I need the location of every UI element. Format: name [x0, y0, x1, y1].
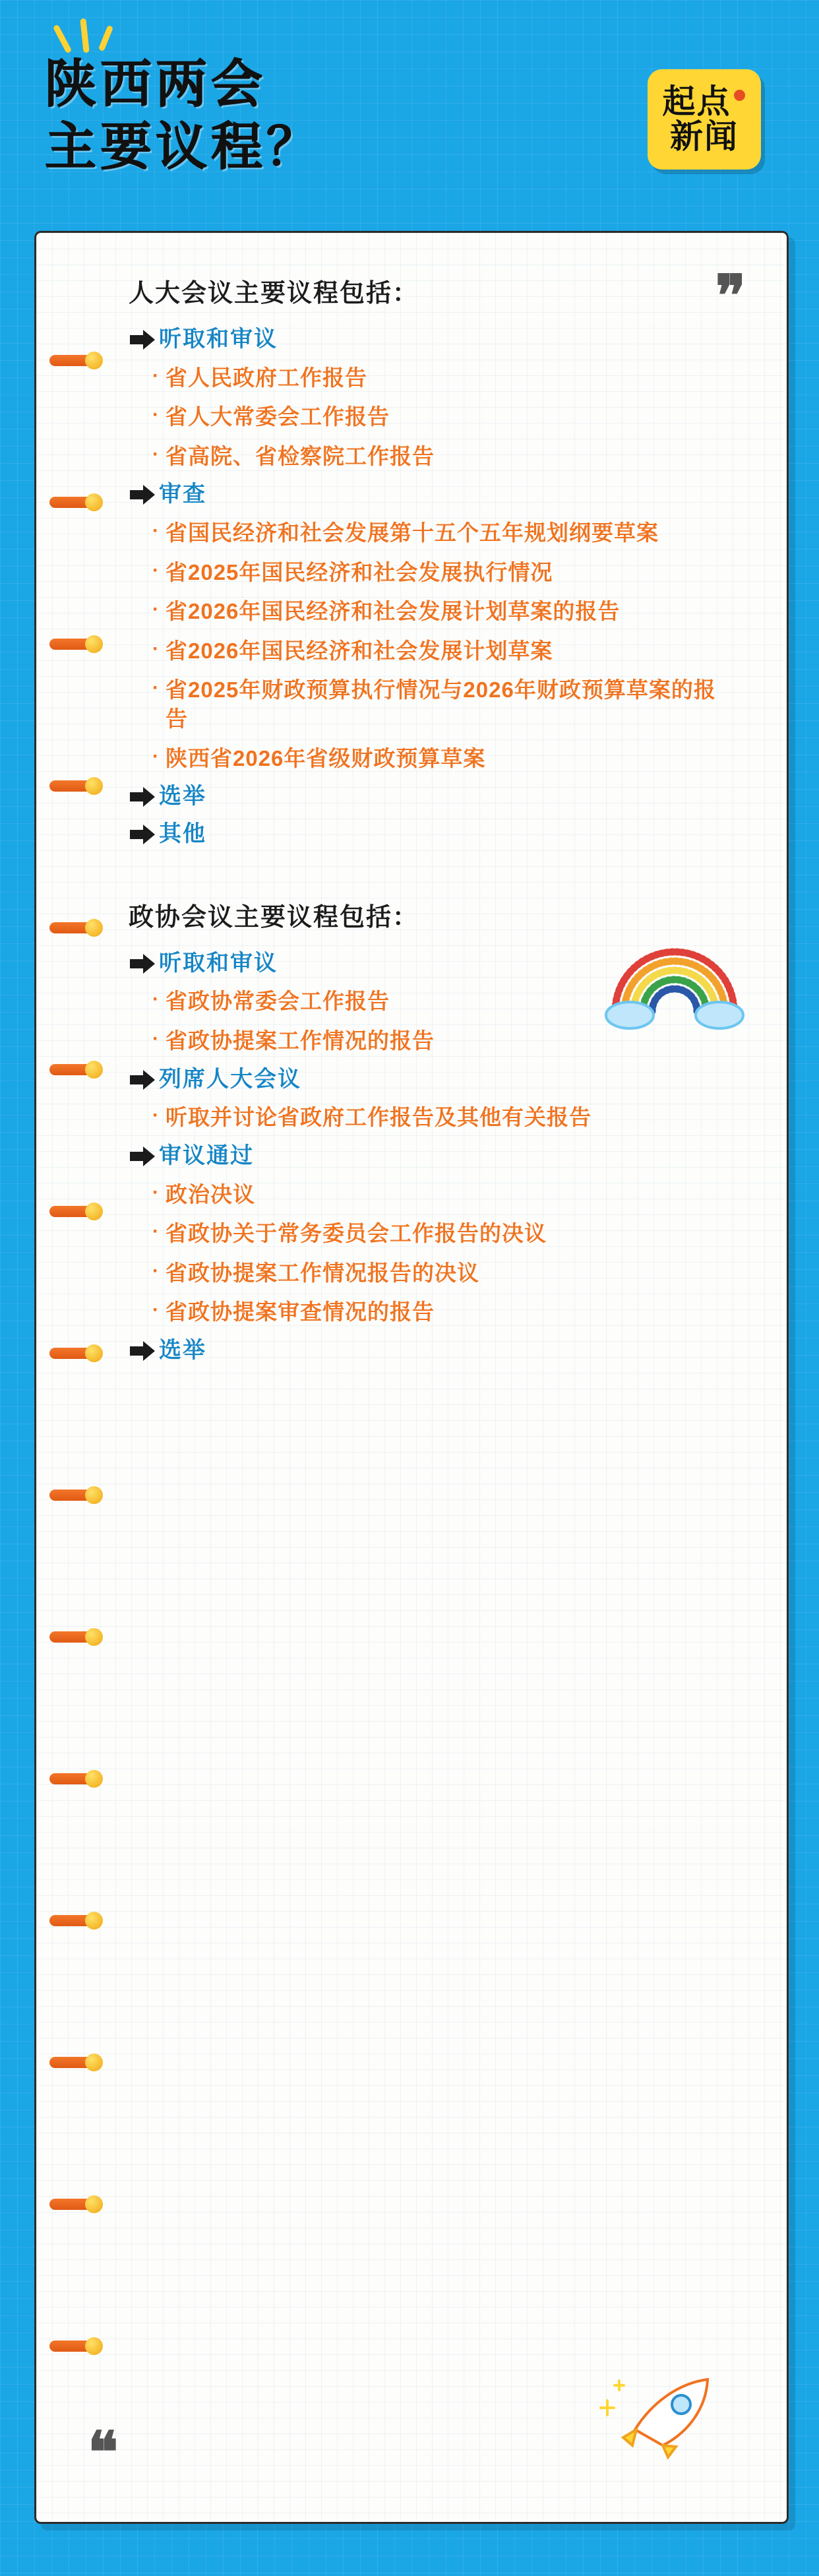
- binder-ring: [43, 2337, 106, 2354]
- binder-ring: [43, 1912, 106, 1929]
- section-title: 政协会议主要议程包括：: [129, 903, 419, 931]
- agenda-group: [129, 1066, 742, 1093]
- logo-line-2: 新闻: [670, 118, 739, 155]
- bullet-icon: ·: [152, 1104, 159, 1127]
- agenda-item-text: 省2025年财政预算执行情况与2026年财政预算草案的报告: [166, 677, 716, 731]
- agenda-item-text: 省2025年国民经济和社会发展执行情况: [166, 559, 553, 584]
- agenda-item: [129, 597, 742, 626]
- bullet-icon: ·: [152, 364, 159, 387]
- binder-ring: [43, 1203, 106, 1220]
- agenda-content: [129, 272, 742, 1375]
- arrow-right-icon: [129, 481, 159, 506]
- binder-ring: [43, 493, 106, 511]
- bullet-icon: ·: [152, 559, 159, 581]
- arrow-right-icon: [129, 1143, 159, 1168]
- arrow-right-icon: [129, 821, 159, 846]
- binder-ring: [43, 919, 106, 936]
- agenda-group: [129, 821, 742, 848]
- agenda-item: [129, 363, 742, 393]
- bullet-icon: ·: [152, 404, 159, 426]
- binder-ring: [43, 1486, 106, 1503]
- agenda-item: [129, 1103, 742, 1132]
- bullet-icon: ·: [152, 1259, 159, 1282]
- agenda-item-text: 省高院、省检察院工作报告: [166, 443, 435, 468]
- bullet-icon: ·: [152, 1028, 159, 1050]
- agenda-group-label: 选举: [159, 1337, 206, 1363]
- binder-rings: [43, 352, 115, 2463]
- logo-line-1: [663, 85, 746, 119]
- agenda-item-text: 省国民经济和社会发展第十五个五年规划纲要草案: [166, 520, 659, 546]
- agenda-group-label: 列席人大会议: [159, 1066, 301, 1092]
- agenda-item: [129, 518, 742, 548]
- agenda-item-text: 省政协关于常务委员会工作报告的决议: [166, 1221, 547, 1246]
- binder-ring: [43, 1628, 106, 1645]
- agenda-group: [129, 950, 742, 977]
- page-title: [45, 53, 480, 178]
- content-card: [34, 231, 789, 2524]
- arrow-right-icon: [129, 326, 159, 351]
- arrow-right-icon: [129, 783, 159, 808]
- agenda-item: [129, 1259, 742, 1288]
- arrow-right-icon: [129, 1066, 159, 1091]
- brand-logo: [648, 69, 761, 170]
- title-line-2: 主要议程？: [45, 117, 322, 176]
- agenda-item: [129, 1026, 742, 1055]
- binder-ring: [43, 777, 106, 794]
- agenda-item: [129, 1219, 742, 1248]
- bullet-icon: ·: [152, 1299, 159, 1321]
- rocket-icon: [589, 2364, 727, 2463]
- agenda-group: [129, 783, 742, 810]
- binder-ring: [43, 1344, 106, 1362]
- agenda-item-text: 省政协常委会工作报告: [166, 989, 390, 1014]
- quote-mark-bottom-icon: ❝: [88, 2421, 121, 2485]
- agenda-group: [129, 326, 742, 353]
- agenda-item: [129, 744, 742, 773]
- agenda-group-label: 听取和审议: [159, 327, 278, 352]
- arrow-right-icon: [129, 950, 159, 975]
- agenda-item-text: 省2026年国民经济和社会发展计划草案的报告: [166, 599, 621, 624]
- agenda-group: [129, 1337, 742, 1364]
- agenda-item-text: 省政协提案工作情况的报告: [166, 1028, 435, 1053]
- bullet-icon: ·: [152, 745, 159, 767]
- agenda-item-text: 省政协提案工作情况报告的决议: [166, 1260, 479, 1285]
- binder-ring: [43, 635, 106, 652]
- agenda-item: [129, 675, 742, 733]
- binder-ring: [43, 1770, 106, 1787]
- agenda-group: [129, 1143, 742, 1170]
- agenda-item-text: 省政协提案审查情况的报告: [166, 1300, 435, 1325]
- sparkle-icon: [55, 17, 116, 57]
- binder-ring: [43, 2054, 106, 2071]
- arrow-right-icon: [129, 1337, 159, 1362]
- agenda-item-text: 听取并讨论省政府工作报告及其他有关报告: [166, 1105, 592, 1130]
- agenda-item-text: 省人民政府工作报告: [166, 365, 367, 390]
- header: [0, 0, 819, 277]
- bullet-icon: ·: [152, 1181, 159, 1203]
- quote-mark-top-icon: ❞: [715, 265, 748, 328]
- agenda-item-text: 省人大常委会工作报告: [166, 404, 390, 429]
- agenda-item: [129, 1180, 742, 1209]
- agenda-group: [129, 481, 742, 508]
- agenda-group-label: 听取和审议: [159, 950, 278, 976]
- agenda-item-text: 陕西省2026年省级财政预算草案: [166, 745, 486, 770]
- agenda-item: [129, 637, 742, 666]
- agenda-item-text: 省2026年国民经济和社会发展计划草案: [166, 638, 553, 663]
- agenda-group-label: 其他: [159, 821, 206, 846]
- bullet-icon: ·: [152, 1220, 159, 1243]
- bullet-icon: ·: [152, 637, 159, 660]
- agenda-group-label: 审议通过: [159, 1143, 254, 1168]
- agenda-group-label: 审查: [159, 482, 206, 507]
- bullet-icon: ·: [152, 520, 159, 542]
- bullet-icon: ·: [152, 677, 159, 699]
- binder-ring: [43, 352, 106, 369]
- section-title: 人大会议主要议程包括：: [129, 280, 419, 307]
- binder-ring: [43, 1061, 106, 1078]
- bullet-icon: ·: [152, 598, 159, 621]
- logo-dot-icon: [734, 90, 745, 101]
- logo-text-1: 起点: [662, 83, 731, 120]
- bullet-icon: ·: [152, 443, 159, 465]
- title-line-1: 陕西两会: [45, 55, 267, 113]
- agenda-item: [129, 1298, 742, 1327]
- agenda-item: [129, 402, 742, 431]
- agenda-item: [129, 987, 742, 1016]
- binder-ring: [43, 2195, 106, 2213]
- agenda-item: [129, 558, 742, 587]
- bullet-icon: ·: [152, 988, 159, 1011]
- agenda-group-label: 选举: [159, 784, 206, 809]
- agenda-item-text: 政治决议: [166, 1181, 255, 1207]
- agenda-item: [129, 442, 742, 471]
